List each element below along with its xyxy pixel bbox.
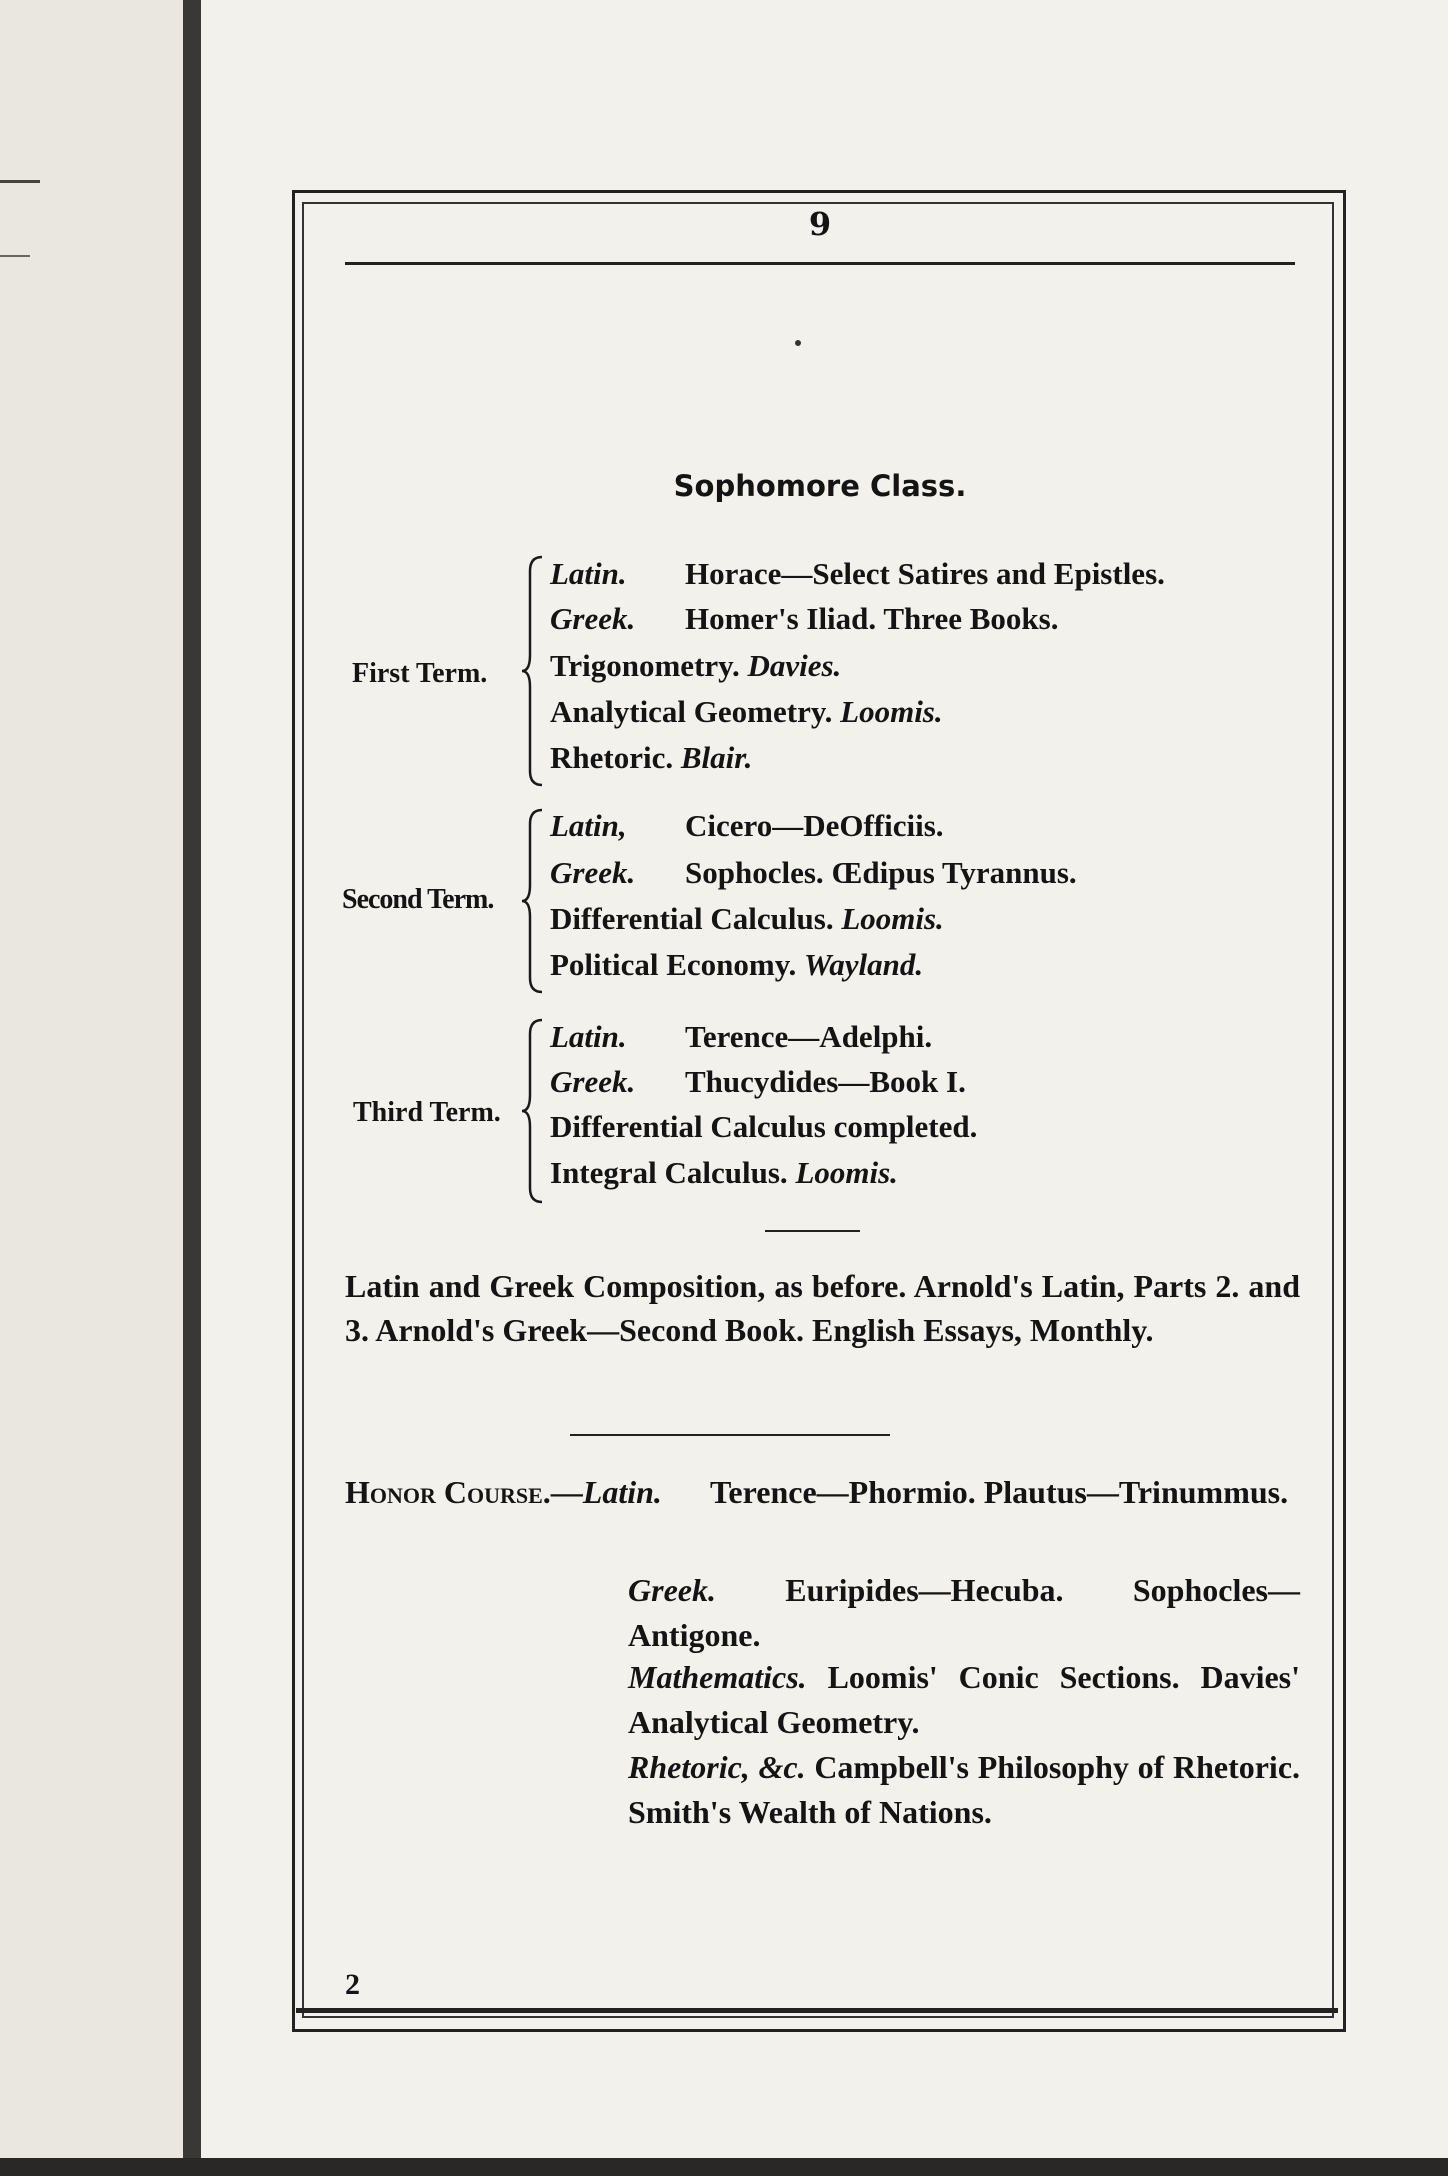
header-rule [345,262,1295,265]
brace-first-term [520,555,546,787]
ink-dot [795,340,801,346]
page-number: 9 [808,205,832,243]
second-term-line-2: Greek. Sophocles. Œdipus Tyrannus. [550,855,1077,890]
first-term-line-5: Rhetoric. Blair. [550,740,753,775]
third-term-line-3: Differential Calculus completed. [550,1109,978,1144]
scan-edge [0,2158,1448,2176]
honor-rhetoric-entry: Rhetoric, &c. Campbell's Philosophy of Rhetoric. Smith's Wealth of Nations. [628,1749,1301,1830]
second-term-line-4: Political Economy. Wayland. [550,947,924,982]
first-term-line-1: Latin. Horace—Select Satires and Epistles. [550,556,1165,591]
facing-page-rule [0,255,30,257]
third-term-line-4: Integral Calculus. Loomis. [550,1155,898,1190]
class-title: Sophomore Class. [673,469,967,503]
section-rule [570,1434,890,1436]
first-term-line-2: Greek. Homer's Iliad. Three Books. [550,601,1059,636]
facing-page [0,0,190,2176]
term-label-third: Third Term. [353,1097,501,1128]
first-term-line-3: Trigonometry. Davies. [550,648,842,683]
first-term-line-4: Analytical Geometry. Loomis. [550,694,943,729]
honor-latin-entry: Terence—Phormio. Plautus—Trinummus. [710,1474,1289,1510]
third-term-line-2: Greek. Thucydides—Book I. [550,1064,966,1099]
third-term-line-1: Latin. Terence—Adelphi. [550,1019,933,1054]
facing-page-rule [0,180,40,183]
book-gutter [183,0,201,2176]
signature-mark: 2 [345,1968,360,2001]
term-label-first: First Term. [352,658,488,689]
term-label-second: Second Term. [342,884,494,915]
composition-paragraph: Latin and Greek Composition, as before. Arnold's Latin, Parts 2. and 3. Arnold's Greek—Second Book. English Essays, Monthly. [345,1268,1300,1348]
honor-greek-entry: Greek. Euripides—Hecuba. Sophocles—Antigone. [628,1572,1300,1653]
second-term-line-3: Differential Calculus. Loomis. [550,901,944,936]
page-border-bottom [296,2008,1338,2013]
second-term-line-1: Latin, Cicero—DeOfficiis. [550,808,944,843]
brace-second-term [520,808,546,994]
honor-course-label: Honor Course.—Latin. [345,1474,662,1510]
honor-mathematics-entry: Mathematics. Loomis' Conic Sections. Davies' Analytical Geometry. [628,1659,1301,1740]
section-rule [765,1230,860,1232]
brace-third-term [520,1018,546,1204]
